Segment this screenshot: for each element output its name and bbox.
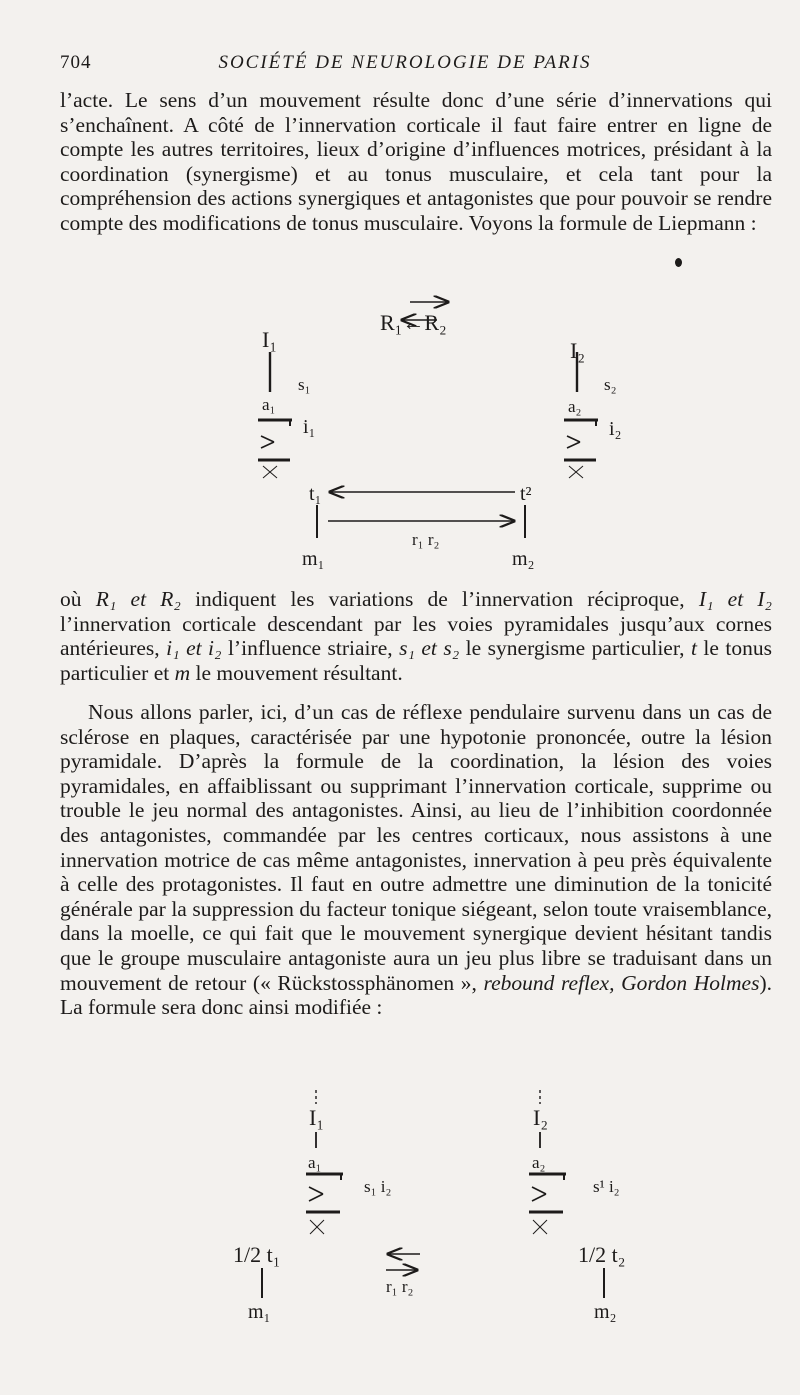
label-i2: i₂ — [609, 418, 622, 440]
running-title: SOCIÉTÉ DE NEUROLOGIE DE PARIS — [218, 52, 592, 73]
label-a1: a₁ — [262, 395, 276, 414]
label2-a1: a₁ — [308, 1153, 322, 1172]
label2-I1: I₁ — [309, 1105, 324, 1130]
diagram-2 — [262, 1090, 604, 1298]
label2-t1: 1/2 t₁ — [233, 1242, 281, 1267]
label-m2: m₂ — [512, 548, 535, 570]
paragraph-2: où R₁ et R₂ indiquent les variations de l’innervation réciproque, I₁ et I₂ l’innervation corticale descendant par les voies pyramidales jusqu’aux cornes antérieures, i₁ et i₂ l’influence striaire, s₁ et s₂ le synergisme particulier, t le tonus particulier et m le mouvement résultant. — [60, 587, 773, 685]
label2-r: r₁ r₂ — [386, 1277, 414, 1296]
page-number: 704 — [60, 52, 92, 73]
diagram-1 — [258, 302, 598, 538]
label-m1: m₁ — [302, 548, 325, 570]
paragraph-3: Nous allons parler, ici, d’un cas de réflexe pendulaire survenu dans un cas de sclérose en plaques, caractérisée par une hypotonie prononcée, outre la lésion pyramidale. D’après la formule de la coordination, la lésion des voies pyramidales, en affaiblissant ou supprimant l’innervation corticale, supprime ou trouble le jeu normal des antagonistes. Ainsi, au lieu de l’inhibition coordonnée des antagonistes, commandée par les centres corticaux, nous assistons à une innervation motrice de cas même antagonistes, innervation à peu près équivalente à celle des protagonistes. Il faut en outre admettre une diminution de la tonicité générale par la suppression du facteur tonique siégeant, selon toute vraisemblance, dans la moelle, ce qui fait que le mouvement synergique devient hésitant tandis que le groupe musculaire antagoniste aura un jeu plus libre se traduisant dans un mouvement de retour (« Rückstossphänomen », rebound reflex, Gordon Holmes). La formule sera donc ainsi modifiée : — [60, 700, 772, 1020]
label2-s1i2-right: s¹ i₂ — [593, 1177, 620, 1196]
label2-m2: m₂ — [594, 1301, 617, 1323]
label2-s1i2: s₁ i₂ — [364, 1177, 392, 1196]
label-t2: t² — [520, 483, 532, 505]
label-a2: a₂ — [568, 397, 582, 416]
label-i1: i₁ — [303, 416, 316, 438]
page-header — [60, 52, 750, 82]
label-I2: I₂ — [570, 338, 585, 363]
label-s2: s₂ — [604, 375, 617, 394]
label-I1: I₁ — [262, 327, 277, 352]
label2-t2: 1/2 t₂ — [578, 1242, 626, 1267]
diagram-2-labels — [233, 1105, 625, 1323]
ink-speck — [675, 258, 682, 267]
label2-a2: a₂ — [532, 1153, 546, 1172]
label2-m1: m₁ — [248, 1301, 271, 1323]
paragraph-1: l’acte. Le sens d’un mouvement résulte donc d’une série d’innervations qui s’enchaînent. A côté de l’innervation corticale il faut faire entrer en ligne de compte les autres territoires, lieux d’origine d’influences motrices, présidant à la coordination (synergisme) et au tonus musculaire, et cela tant pour la compréhension des actions synergiques et antagonistes que pour pouvoir se rendre compte des modifications de tonus musculaire. Voyons la formule de Liepmann : — [60, 88, 772, 235]
label-s1: s₁ — [298, 375, 311, 394]
label-t1: t₁ — [309, 483, 322, 505]
diagram-1-labels — [262, 310, 622, 570]
label2-I2: I₂ — [533, 1105, 548, 1130]
label-R: R₁←R₂ — [380, 310, 447, 335]
label-r: r₁ r₂ — [412, 530, 440, 549]
